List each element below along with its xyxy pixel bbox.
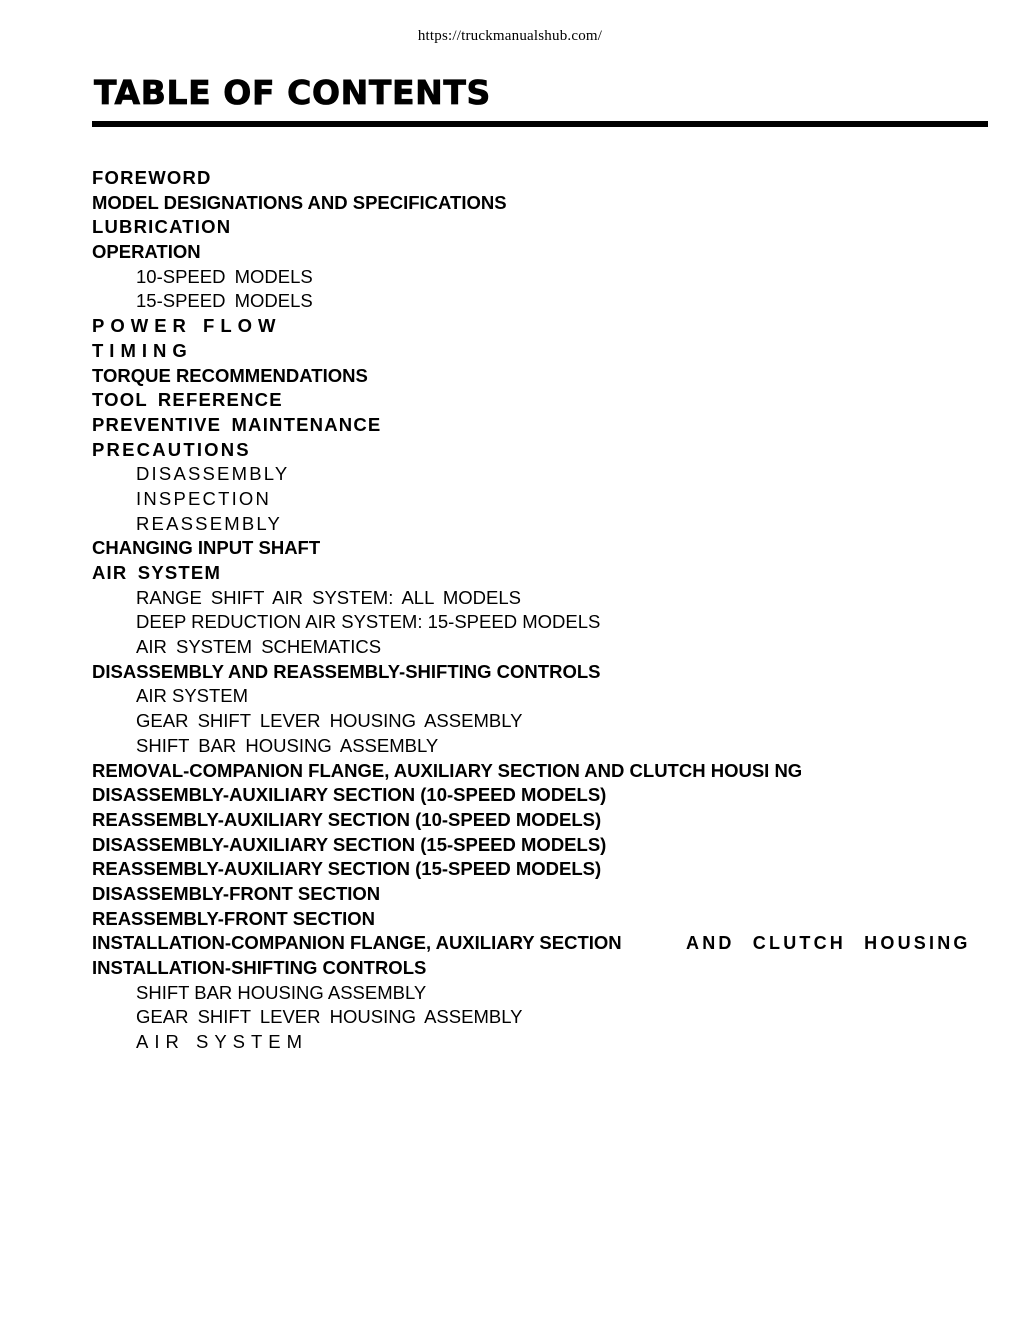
toc-subentry-air-system-schematics[interactable]: AIR SYSTEM SCHEMATICS xyxy=(136,636,382,658)
toc-subentry-disassembly[interactable]: DISASSEMBLY xyxy=(136,463,290,485)
toc-entry-disassembly-front-section[interactable]: DISASSEMBLY-FRONT SECTION xyxy=(92,882,381,904)
toc-subentry-range-shift-air-system[interactable]: RANGE SHIFT AIR SYSTEM: ALL MODELS xyxy=(136,586,521,608)
toc-entry-disassembly-auxiliary-10-speed[interactable]: DISASSEMBLY-AUXILIARY SECTION (10-SPEED MODELS) xyxy=(92,784,607,806)
toc-subentry-reassembly[interactable]: REASSEMBLY xyxy=(136,512,283,534)
toc-entry-torque-recommendations[interactable]: TORQUE RECOMMENDATIONS xyxy=(92,364,368,386)
toc-entry-disassembly-reassembly-shifting-controls[interactable]: DISASSEMBLY AND REASSEMBLY-SHIFTING CONTROLS xyxy=(92,660,601,682)
toc-entry-installation-companion-flange[interactable]: INSTALLATION-COMPANION FLANGE, AUXILIARY SECTION AND CLUTCH HOUSING xyxy=(0,931,1020,956)
toc-subentry-inspection[interactable]: INSPECTION xyxy=(136,487,272,509)
toc-entry-lubrication[interactable]: LUBRICATION xyxy=(92,216,232,238)
toc-entry-changing-input-shaft[interactable]: CHANGING INPUT SHAFT xyxy=(92,537,321,559)
toc-subentry-deep-reduction-air-system[interactable]: DEEP REDUCTION AIR SYSTEM: 15-SPEED MODELS xyxy=(136,611,601,633)
toc-subentry-shift-bar-housing-install[interactable]: SHIFT BAR HOUSING ASSEMBLY xyxy=(136,981,427,1003)
toc-entry-model-designations[interactable]: MODEL DESIGNATIONS AND SPECIFICATIONS xyxy=(92,191,507,213)
toc-entry-installation-shifting-controls[interactable]: INSTALLATION-SHIFTING CONTROLS xyxy=(92,957,427,978)
toc-entry-operation[interactable]: OPERATION xyxy=(92,241,201,263)
toc-entry-continuation: AND CLUTCH HOUSING xyxy=(686,933,971,954)
toc-subentry-15-speed-models[interactable]: 15-SPEED MODELS xyxy=(136,290,313,312)
toc-entry-timing[interactable]: TIMING xyxy=(92,339,193,361)
toc-entry-precautions[interactable]: PRECAUTIONS xyxy=(92,438,251,460)
toc-entry-reassembly-auxiliary-10-speed[interactable]: REASSEMBLY-AUXILIARY SECTION (10-SPEED MODELS) xyxy=(92,808,602,830)
toc-subentry-gear-shift-lever-housing-install[interactable]: GEAR SHIFT LEVER HOUSING ASSEMBLY xyxy=(136,1006,523,1028)
toc-entry-preventive-maintenance[interactable]: PREVENTIVE MAINTENANCE xyxy=(92,413,382,435)
title-rule xyxy=(92,121,988,127)
toc-subentry-10-speed-models[interactable]: 10-SPEED MODELS xyxy=(136,265,313,287)
toc-list xyxy=(0,166,1020,1055)
source-url[interactable]: https://truckmanualshub.com/ xyxy=(417,28,603,44)
toc-entry-power-flow[interactable]: POWER FLOW xyxy=(92,315,282,337)
toc-entry-removal-companion-flange[interactable]: REMOVAL-COMPANION FLANGE, AUXILIARY SECTION AND CLUTCH HOUSI NG xyxy=(92,759,803,781)
toc-entry-reassembly-auxiliary-15-speed[interactable]: REASSEMBLY-AUXILIARY SECTION (15-SPEED MODELS) xyxy=(92,858,602,880)
toc-entry-air-system[interactable]: AIR SYSTEM xyxy=(92,562,222,583)
toc-subentry-air-system-install[interactable]: AIR SYSTEM xyxy=(136,1031,309,1053)
toc-entry-reassembly-front-section[interactable]: REASSEMBLY-FRONT SECTION xyxy=(92,907,376,929)
toc-subentry-air-system-controls[interactable]: AIR SYSTEM xyxy=(136,685,249,707)
page-title: TABLE OF CONTENTS xyxy=(94,73,491,112)
toc-subentry-gear-shift-lever-housing[interactable]: GEAR SHIFT LEVER HOUSING ASSEMBLY xyxy=(136,710,523,732)
toc-entry-disassembly-auxiliary-15-speed[interactable]: DISASSEMBLY-AUXILIARY SECTION (15-SPEED MODELS) xyxy=(92,833,607,855)
toc-entry-tool-reference[interactable]: TOOL REFERENCE xyxy=(92,389,283,411)
toc-entry-foreword[interactable]: FOREWORD xyxy=(92,167,212,188)
toc-subentry-shift-bar-housing[interactable]: SHIFT BAR HOUSING ASSEMBLY xyxy=(136,734,439,756)
